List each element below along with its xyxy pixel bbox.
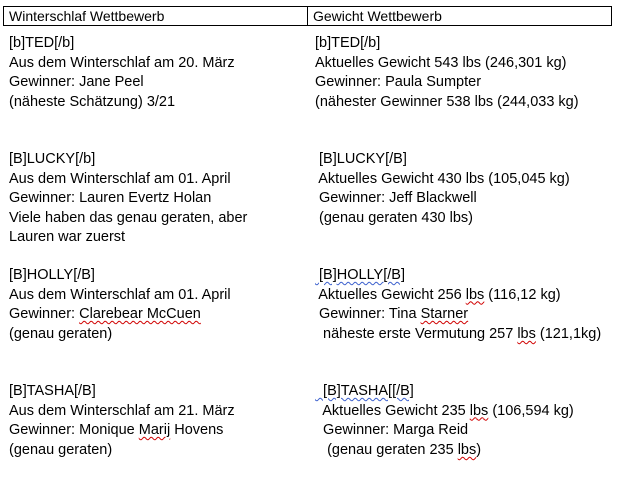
winner: Gewinner: Lauren Evertz Holan — [9, 190, 212, 207]
spellcheck-marked-word: Marij — [138, 422, 171, 439]
weight-suffix: (116,12 kg) — [484, 286, 561, 303]
weight-prefix: Aktuelles Gewicht 235 — [315, 402, 470, 419]
weight-column — [307, 26, 612, 490]
weight-entry-tasha — [315, 382, 612, 490]
note-continued: Lauren war zuerst — [9, 229, 126, 246]
bear-name: [B]LUCKY[/b] — [9, 151, 96, 167]
header-weight-contest: Gewicht Wettbewerb — [313, 8, 442, 24]
spellcheck-marked-word: lbs — [469, 402, 489, 419]
note: Viele haben das genau geraten, aber — [9, 209, 248, 226]
weight-entry-lucky — [315, 150, 612, 258]
note-suffix: ) — [476, 441, 482, 458]
weight-prefix: Aktuelles Gewicht 256 — [315, 286, 466, 303]
wake-date: Aus dem Winterschlaf am 20. März — [9, 54, 235, 71]
winner: Gewinner: Jane Peel — [9, 74, 144, 91]
wake-date: Aus dem Winterschlaf am 21. März — [9, 402, 235, 419]
wake-date: Aus dem Winterschlaf am 01. April — [9, 286, 231, 303]
current-weight: Aktuelles Gewicht 543 lbs (246,301 kg) — [315, 54, 567, 71]
spellcheck-marked-word: lbs — [517, 325, 536, 342]
note: (genau geraten 430 lbs) — [315, 209, 473, 226]
note — [315, 441, 612, 461]
spellcheck-marked-word: lbs — [457, 441, 477, 458]
weight-suffix: (106,594 kg) — [488, 402, 574, 419]
note: (genau geraten) — [9, 441, 113, 458]
note-prefix: näheste erste Vermutung 257 — [315, 325, 518, 342]
note-prefix: (genau geraten 235 — [315, 441, 458, 458]
table-header-row — [3, 6, 612, 26]
winner: Gewinner: Jeff Blackwell — [315, 190, 477, 207]
note: (näheste Schätzung) 3/21 — [9, 93, 176, 110]
winner — [9, 421, 307, 441]
bear-name: [B]LUCKY[/B] — [315, 151, 407, 167]
weight-entry-ted — [315, 34, 612, 142]
winner — [9, 305, 307, 325]
spellcheck-marked-word: Clarebear McCuen — [79, 306, 201, 323]
wake-date: Aus dem Winterschlaf am 01. April — [9, 170, 231, 187]
hibernation-entry-lucky — [9, 150, 307, 258]
current-weight — [315, 402, 612, 422]
winner-prefix: Gewinner: Tina — [315, 306, 421, 323]
spellcheck-marked-word: lbs — [465, 286, 485, 303]
note: (nähester Gewinner 538 lbs (244,033 kg) — [315, 93, 579, 110]
bear-name — [315, 382, 612, 402]
winner-prefix: Gewinner: Monique — [9, 422, 139, 439]
hibernation-entry-holly — [9, 266, 307, 374]
hibernation-column — [3, 26, 307, 490]
winner — [315, 305, 612, 325]
table-body-row — [3, 26, 612, 490]
winner-suffix: Hovens — [170, 422, 224, 439]
bear-name-text: [B]TASHA[[/B] — [315, 383, 414, 399]
hibernation-entry-ted — [9, 34, 307, 142]
current-weight: Aktuelles Gewicht 430 lbs (105,045 kg) — [315, 170, 570, 187]
document-table — [3, 6, 612, 490]
bear-name-text: [B]HOLLY[/B] — [315, 267, 405, 283]
bear-name — [315, 266, 612, 286]
header-hibernation-contest: Winterschlaf Wettbewerb — [4, 7, 308, 25]
bear-name: [B]HOLLY[/B] — [9, 267, 95, 283]
bear-name: [b]TED[/b] — [9, 35, 75, 51]
winner: Gewinner: Paula Sumpter — [315, 74, 482, 91]
hibernation-entry-tasha — [9, 382, 307, 490]
winner-prefix: Gewinner: — [9, 306, 80, 323]
current-weight — [315, 286, 612, 306]
note-suffix: (121,1kg) — [535, 325, 602, 342]
spellcheck-marked-word: Starner — [420, 306, 469, 323]
winner: Gewinner: Marga Reid — [315, 422, 469, 439]
bear-name: [B]TASHA[/B] — [9, 383, 96, 399]
bear-name: [b]TED[/b] — [315, 35, 381, 51]
weight-entry-holly — [315, 266, 612, 374]
note — [315, 325, 612, 345]
note: (genau geraten) — [9, 325, 113, 342]
